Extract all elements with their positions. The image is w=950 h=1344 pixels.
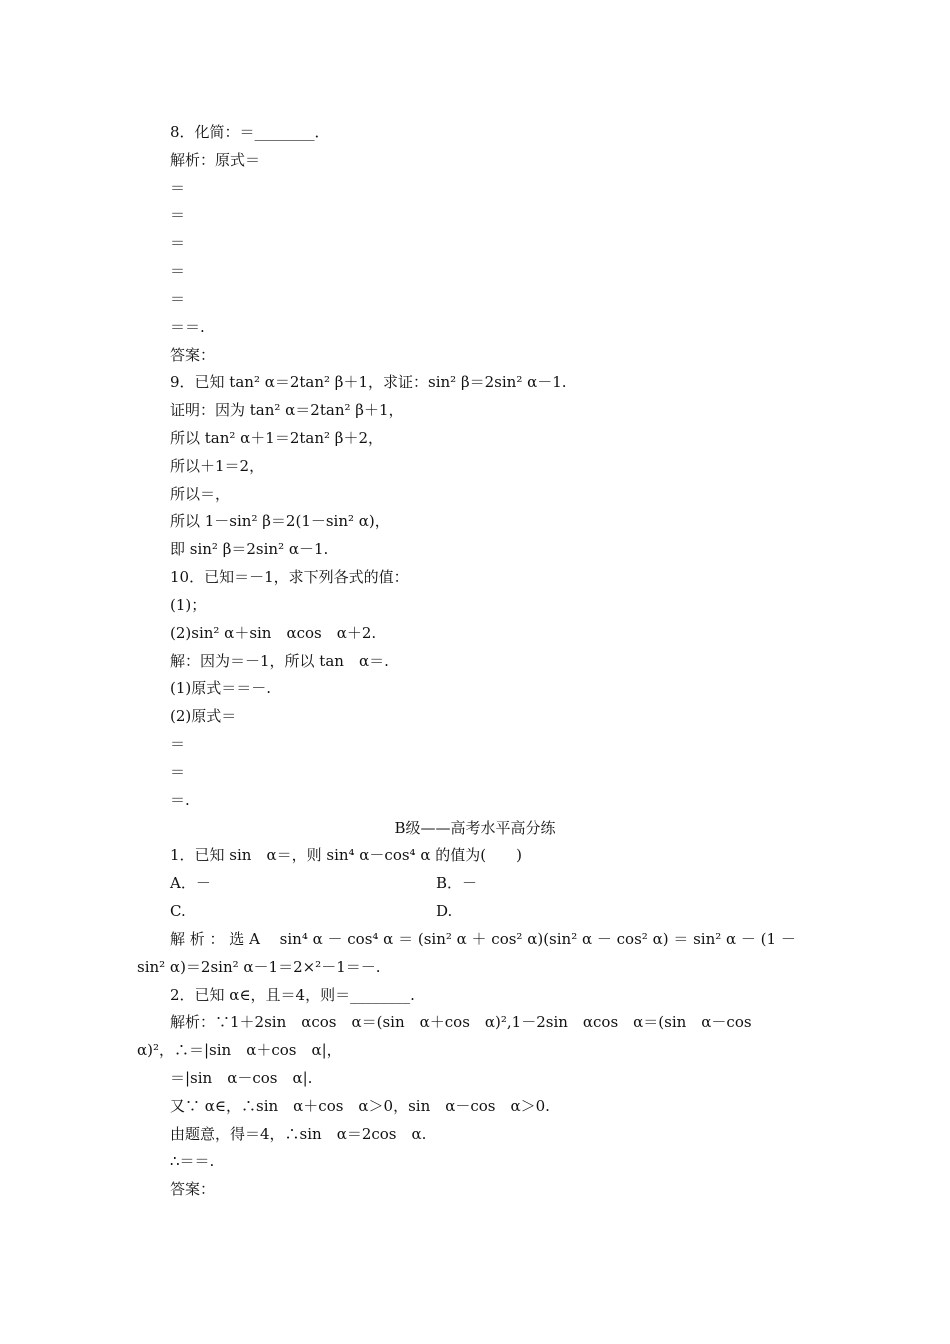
q9-proof-line: 所以＝， (170, 485, 231, 503)
b-q2-analysis-line: 由题意，得＝4，∴sin α＝2cos α. (170, 1125, 427, 1143)
q8-analysis-line: ＝ (170, 290, 186, 308)
b-q1-option-d: D. (436, 902, 453, 920)
b-q1-option-a: A．－ (170, 874, 211, 892)
b-q2-analysis-line: ＝|sin α－cos α|. (170, 1069, 313, 1087)
q8-answer-label: 答案： (170, 346, 216, 364)
q8-stem: 8．化简：＝________． (170, 123, 330, 141)
q10-stem: 10．已知＝－1，求下列各式的值： (170, 568, 409, 586)
b-q2-analysis-line: 解析：∵1＋2sin αcos α＝(sin α＋cos α)²,1－2sin αcos α＝(sin α－cos (170, 1013, 752, 1031)
q10-part2: (2)sin² α＋sin αcos α＋2. (170, 624, 377, 642)
q10-solution-line: (2)原式＝ (170, 707, 237, 725)
q10-solution-line: 解：因为＝－1，所以 tan α＝. (170, 652, 389, 670)
q9-proof-line: 所以＋1＝2， (170, 457, 265, 475)
q9-proof-line: 证明：因为 tan² α＝2tan² β＋1， (170, 401, 404, 419)
b-q1-analysis-line: 解 析 ： 选 A sin⁴ α － cos⁴ α ＝ (sin² α ＋ cos² α)(sin² α － cos² α) ＝ sin² α － (1 － (170, 930, 796, 948)
q10-part1: (1)； (170, 596, 207, 614)
b-q2-answer-label: 答案： (170, 1180, 216, 1198)
q9-stem: 9．已知 tan² α＝2tan² β＋1，求证：sin² β＝2sin² α－1. (170, 373, 567, 391)
section-b-title: B级——高考水平高分练 (394, 819, 556, 837)
q10-solution-line: ＝ (170, 763, 186, 781)
q9-proof-line: 即 sin² β＝2sin² α－1. (170, 540, 329, 558)
b-q1-analysis-line: sin² α)＝2sin² α－1＝2×²－1＝－. (137, 958, 381, 976)
q10-solution-line: (1)原式＝＝－. (170, 679, 272, 697)
b-q2-analysis-line: ∴＝＝. (170, 1152, 215, 1170)
q8-analysis-line: ＝ (170, 179, 186, 197)
b-q2-analysis-line: α)²，∴＝|sin α＋cos α|， (137, 1041, 342, 1059)
q10-solution-line: ＝ (170, 735, 186, 753)
q8-analysis-line: ＝ (170, 262, 186, 280)
q8-analysis-line: ＝ (170, 234, 186, 252)
b-q1-stem: 1．已知 sin α＝，则 sin⁴ α－cos⁴ α 的值为( ) (170, 846, 522, 864)
q9-proof-line: 所以 1－sin² β＝2(1－sin² α)， (170, 512, 390, 530)
q8-analysis-line: 解析：原式＝ (170, 151, 261, 169)
q10-solution-line: ＝. (170, 791, 190, 809)
b-q2-analysis-line: 又∵ α∈，∴sin α＋cos α＞0，sin α－cos α＞0. (170, 1097, 550, 1115)
q8-analysis-line: ＝＝. (170, 318, 205, 336)
q9-proof-line: 所以 tan² α＋1＝2tan² β＋2， (170, 429, 384, 447)
b-q1-option-c: C. (170, 902, 186, 920)
b-q1-option-b: B．－ (436, 874, 478, 892)
q8-analysis-line: ＝ (170, 206, 186, 224)
b-q2-stem: 2．已知 α∈，且＝4，则＝________. (170, 986, 415, 1004)
